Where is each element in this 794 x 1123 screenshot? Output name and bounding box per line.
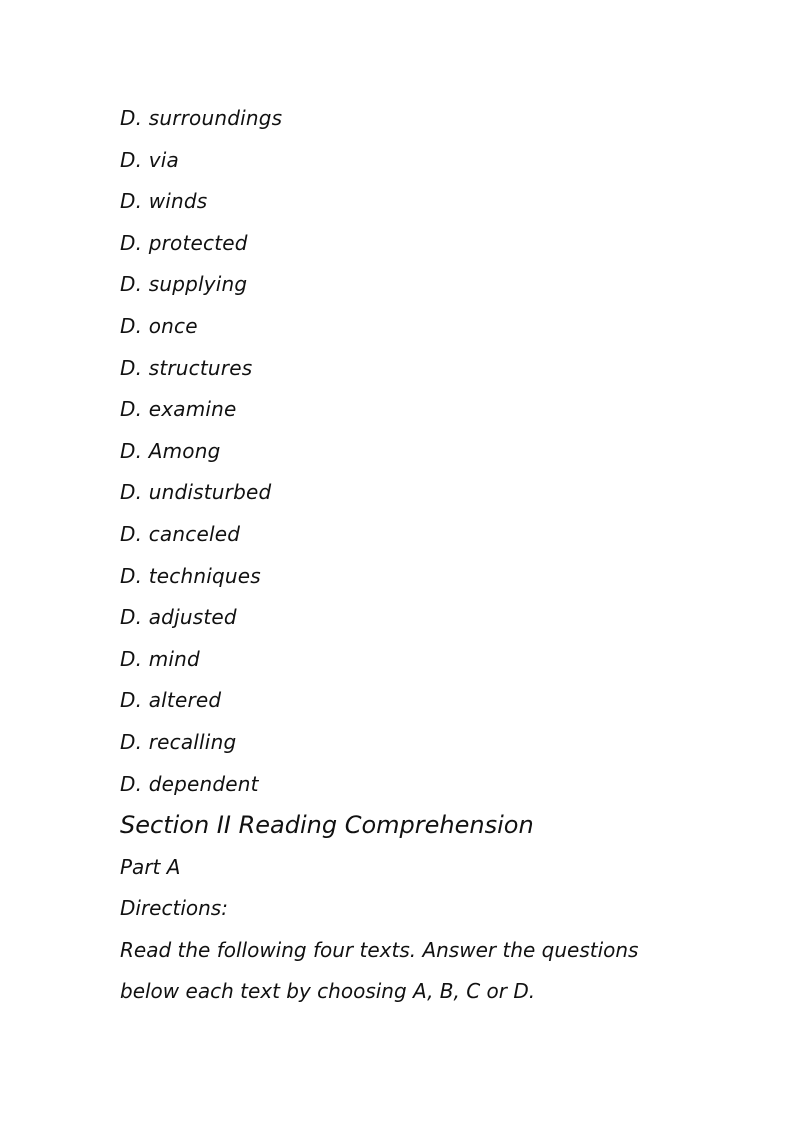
option-line: D. once — [120, 313, 198, 338]
option-line: D. Among — [120, 438, 221, 463]
section-title: Section II Reading Comprehension — [120, 811, 534, 840]
option-line: D. altered — [120, 688, 222, 713]
directions-label: Directions: — [120, 896, 228, 921]
option-line: D. via — [120, 147, 179, 172]
option-line: D. supplying — [120, 272, 248, 297]
directions-text-line-2: below each text by choosing A, B, C or D. — [120, 979, 536, 1004]
part-label: Part A — [120, 854, 181, 879]
option-line: D. mind — [120, 646, 200, 671]
option-line: D. dependent — [120, 771, 259, 796]
option-line: D. surroundings — [120, 106, 283, 130]
option-line: D. protected — [120, 230, 248, 255]
option-line: D. adjusted — [120, 605, 237, 630]
page-content — [120, 102, 680, 1017]
option-line: D. winds — [120, 189, 208, 214]
directions-text-line-1: Read the following four texts. Answer the questions — [120, 937, 639, 962]
option-line: D. techniques — [120, 563, 261, 588]
option-line: D. recalling — [120, 729, 237, 754]
option-line: D. examine — [120, 397, 237, 422]
option-line: D. structures — [120, 355, 253, 380]
option-line: D. undisturbed — [120, 480, 272, 505]
option-line: D. canceled — [120, 521, 241, 546]
